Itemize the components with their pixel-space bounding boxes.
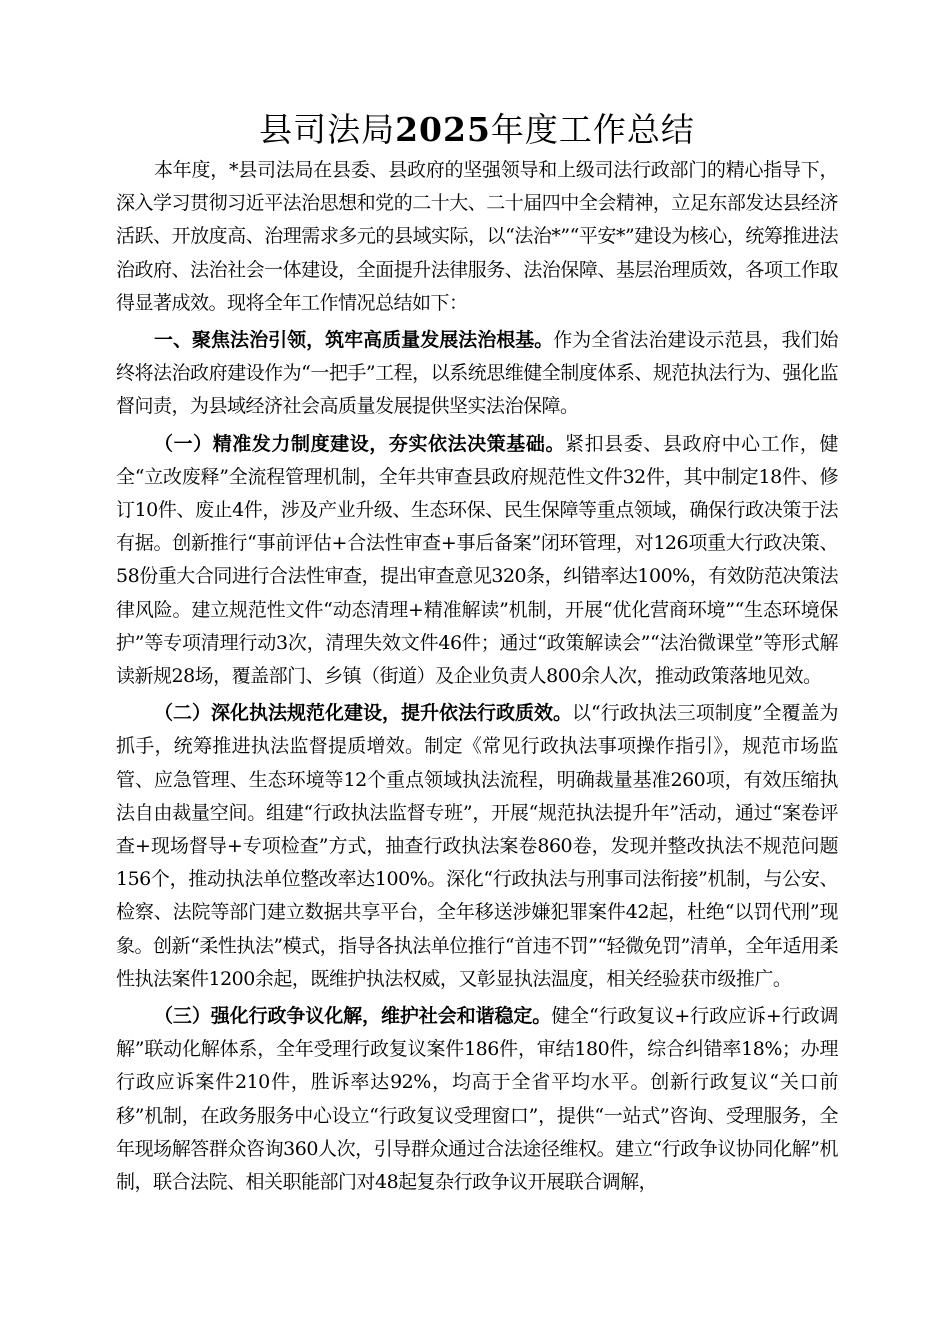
intro-paragraph: 本年度，*县司法局在县委、县政府的坚强领导和上级司法行政部门的精心指导下，深入学习贯彻习近平法治思想和党的二十大、二十届四中全会精神，立足东部发达县经济活跃、开放度高、治理需求多元的县域实际，以“法治*”“平安*”建设为核心，统筹推进法治政府、法治社会一体建设，全面提升法律服务、法治保障、基层治理质效，各项工作取得显著成效。现将全年工作情况总结如下：: [116, 159, 838, 314]
document-body: [116, 108, 838, 1199]
subsection-3-heading: （三）强化行政争议化解，维护社会和谐稳定。: [154, 1005, 552, 1028]
title-year: 2025: [395, 110, 491, 149]
subsection-3-body: 健全“行政复议+行政应诉+行政调解”联动化解体系，全年受理行政复议案件186件，审结180件，综合纠错率18%；办理行政应诉案件210件，胜诉率达92%，均高于全省平均水平。创新行政复议“关口前移”机制，在政务服务中心设立“行政复议受理窗口”，提供“一站式”咨询、受理服务，全年现场解答群众咨询360人次，引导群众通过合法途径维权。建立“行政争议协同化解”机制，联合法院、相关职能部门对48起复杂行政争议开展联合调解，: [116, 1005, 838, 1194]
title-prefix: 县司法局: [259, 110, 396, 149]
subsection-3-paragraph: [116, 1000, 838, 1199]
section-1-paragraph: [116, 324, 838, 424]
subsection-2-body: 以“行政执法三项制度”全覆盖为抓手，统筹推进执法监督提质增效。制定《常见行政执法事项操作指引》，规范市场监管、应急管理、生态环境等12个重点领域执法流程，明确裁量基准260项，有效压缩执法自由裁量空间。组建“行政执法监督专班”，开展“规范执法提升年”活动，通过“案卷评查+现场督导+专项检查”方式，抽查行政执法案卷860卷，发现并整改执法不规范问题156个，推动执法单位整改率达100%。深化“行政执法与刑事司法衔接”机制，与公安、检察、法院等部门建立数据共享平台，全年移送涉嫌犯罪案件42起，杜绝“以罚代刑”现象。创新“柔性执法”模式，指导各执法单位推行“首违不罚”“轻微免罚”清单，全年适用柔性执法案件1200余起，既维护执法权威，又彰显执法温度，相关经验获市级推广。: [116, 702, 838, 990]
section-1-body: 作为全省法治建设示范县，我们始终将法治政府建设作为“一把手”工程，以系统思维健全制度体系、规范执法行为、强化监督问责，为县域经济社会高质量发展提供坚实法治保障。: [116, 329, 838, 418]
subsection-1-body: 紧扣县委、县政府中心工作，健全“立改废释”全流程管理机制，全年共审查县政府规范性文件32件，其中制定18件、修订10件、废止4件，涉及产业升级、生态环保、民生保障等重点领域，确保行政决策于法有据。创新推行“事前评估+合法性审查+事后备案”闭环管理，对126项重大行政决策、58份重大合同进行合法性审查，提出审查意见320条，纠错率达100%，有效防范决策法律风险。建立规范性文件“动态清理+精准解读”机制，开展“优化营商环境”“生态环境保护”等专项清理行动3次，清理失效文件46件；通过“政策解读会”“法治微课堂”等形式解读新规28场，覆盖部门、乡镇（街道）及企业负责人800余人次，推动政策落地见效。: [116, 432, 838, 688]
subsection-1-paragraph: [116, 428, 838, 694]
subsection-1-heading: （一）精准发力制度建设，夯实依法决策基础。: [154, 432, 566, 455]
section-1-heading: 一、聚焦法治引领，筑牢高质量发展法治根基。: [154, 329, 554, 352]
subsection-2-heading: （二）深化执法规范化建设，提升依法行政质效。: [154, 702, 573, 725]
subsection-2-paragraph: [116, 697, 838, 996]
title-suffix: 年度工作总结: [490, 110, 695, 149]
document-title: [116, 108, 838, 152]
